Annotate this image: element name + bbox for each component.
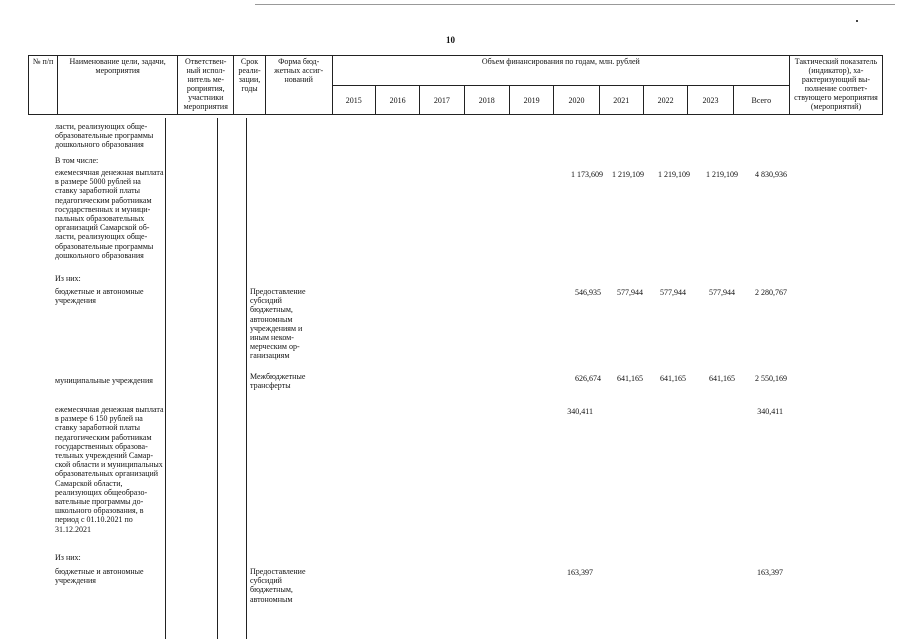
cell-2022: 641,165 xyxy=(617,374,643,383)
header-name: Наименование цели, задачи, мероприятия xyxy=(58,56,178,115)
cell-2021: 1 173,609 xyxy=(571,170,603,179)
row-form: Предоставление субсидий бюджетным, автономным учреждениям и иным некоммерческим организациям xyxy=(250,287,306,361)
row-name: бюджетные и автономные учреждения xyxy=(55,287,144,306)
row-name: Из них: xyxy=(55,274,81,283)
cell-total: 2 550,169 xyxy=(755,374,787,383)
header-year: 2017 xyxy=(420,86,464,115)
top-rule xyxy=(255,4,895,5)
row-name: ежемесячная денежная выплата в размере 5000 рублей на ставку заработной платы педагогическим работникам государственных и муниципальных образовательных организаций Самарской области, реализующих общеобразовательные программы дошкольного образования xyxy=(55,168,164,260)
header-responsible: Ответственный исполнитель мероприятия, участники мероприятия xyxy=(178,56,234,115)
cell-2021: 546,935 xyxy=(575,288,601,297)
cell-2022: 577,944 xyxy=(617,288,643,297)
header-form: Форма бюджетных ассигнований xyxy=(265,56,332,115)
cell-2023: 641,165 xyxy=(660,374,686,383)
header-year: 2016 xyxy=(375,86,419,115)
header-year: 2021 xyxy=(599,86,643,115)
header-indicator: Тактический показатель (индикатор), характеризующий выполнение соответствующего мероприятия (мероприятий) xyxy=(789,56,882,115)
cell-2021: 163,397 xyxy=(567,568,593,577)
header-term: Срок реализации, годы xyxy=(234,56,265,115)
column-rule xyxy=(165,118,166,639)
cell-total: 340,411 xyxy=(757,407,783,416)
column-rule xyxy=(246,118,247,639)
page-number: 10 xyxy=(446,35,455,45)
header-year: 2022 xyxy=(643,86,687,115)
header-year: 2019 xyxy=(509,86,553,115)
header-num: № п/п xyxy=(29,56,58,115)
row-form: Межбюджетные трансферты xyxy=(250,372,306,391)
cell-2021: 340,411 xyxy=(567,407,593,416)
row-name: бюджетные и автономные учреждения xyxy=(55,567,144,586)
row-form: Предоставление субсидий бюджетным, автономным xyxy=(250,567,306,604)
cell-2024: 641,165 xyxy=(709,374,735,383)
cell-total: 2 280,767 xyxy=(755,288,787,297)
row-name: ласти, реализующих общеобразовательные программы дошкольного образования xyxy=(55,122,154,150)
cell-total: 4 830,936 xyxy=(755,170,787,179)
row-name: Из них: xyxy=(55,553,81,562)
column-rule xyxy=(217,118,218,639)
header-volume: Объем финансирования по годам, млн. рублей xyxy=(332,56,789,86)
header-year: 2020 xyxy=(554,86,599,115)
row-name: В том числе: xyxy=(55,156,99,165)
scan-speck xyxy=(856,20,858,22)
row-name: муниципальные учреждения xyxy=(55,376,153,385)
header-total: Всего xyxy=(733,86,789,115)
cell-2021: 626,674 xyxy=(575,374,601,383)
cell-2024: 577,944 xyxy=(709,288,735,297)
row-name: ежемесячная денежная выплата в размере 6 150 рублей на ставку заработной платы педагогическим работникам государственных образовательных учреждений Самарской области и муниципальных образовательных организаций Самарской области, реализующих общеобразовательные программы дошкольного образования, в период с 01.10.2021 по 31.12.2021 xyxy=(55,405,164,534)
cell-2023: 1 219,109 xyxy=(658,170,690,179)
header-year: 2018 xyxy=(464,86,509,115)
header-year: 2015 xyxy=(332,86,375,115)
cell-2022: 1 219,109 xyxy=(612,170,644,179)
cell-total: 163,397 xyxy=(757,568,783,577)
header-year: 2023 xyxy=(688,86,733,115)
table-header xyxy=(28,55,883,115)
cell-2023: 577,944 xyxy=(660,288,686,297)
cell-2024: 1 219,109 xyxy=(706,170,738,179)
